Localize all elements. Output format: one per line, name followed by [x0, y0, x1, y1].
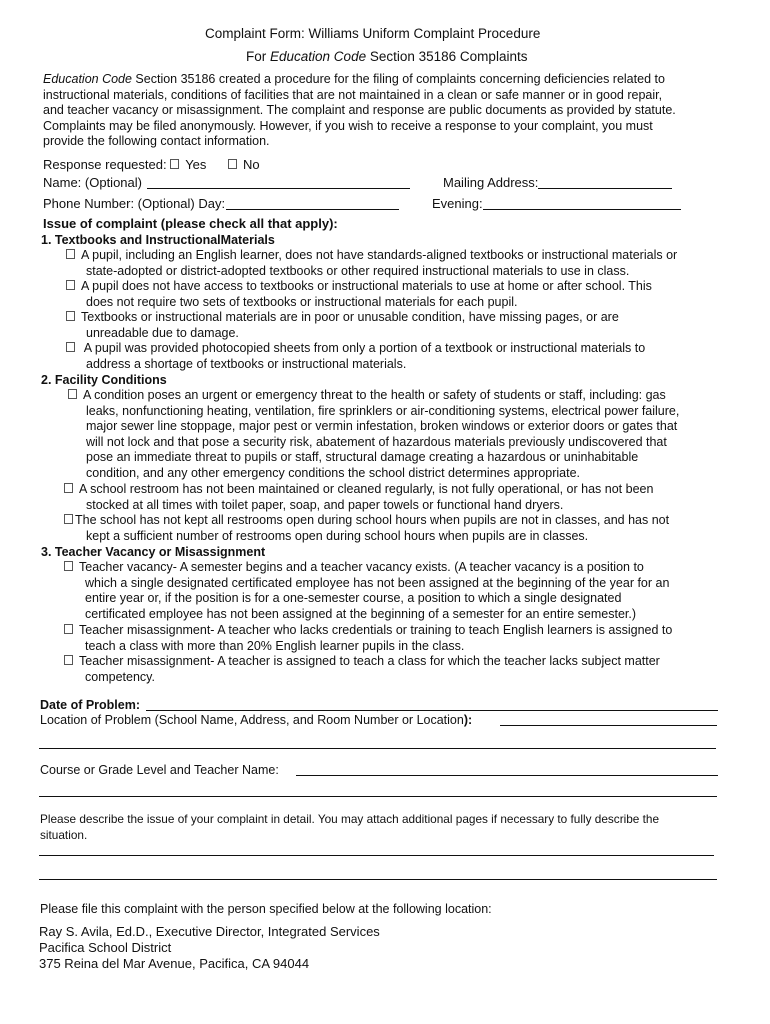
issue-checkbox[interactable]	[68, 389, 77, 399]
form-title: Complaint Form: Williams Uniform Complaint Procedure	[205, 26, 541, 41]
issue-checkbox[interactable]	[66, 311, 75, 321]
phone-day-label: Phone Number: (Optional) Day:	[43, 196, 226, 211]
issue-text: A school restroom has not been maintained or cleaned regularly, is not fully operational, or has not been	[79, 482, 654, 496]
issue-text: Teacher misassignment- A teacher is assigned to teach a class for which the teacher lacks subject matter	[79, 654, 660, 668]
issue-text: which a single designated certificated employee has not been assigned at the beginning of the year for an	[85, 575, 670, 590]
date-of-problem-label: Date of Problem:	[40, 698, 141, 712]
phone-evening-field[interactable]	[483, 209, 681, 210]
intro-line: provide the following contact information.	[43, 134, 270, 149]
issue-checkbox[interactable]	[66, 342, 75, 352]
no-checkbox[interactable]	[228, 159, 237, 169]
issue-checkbox[interactable]	[64, 483, 73, 493]
phone-evening-label: Evening:	[432, 196, 483, 211]
course-teacher-label: Course or Grade Level and Teacher Name:	[40, 763, 279, 777]
issue-text: A pupil was provided photocopied sheets from only a portion of a textbook or instructional materials to	[81, 341, 646, 355]
issue-text: condition, and any other emergency conditions the school district determines appropriate.	[86, 465, 581, 480]
mailing-address-label: Mailing Address:	[443, 175, 539, 190]
filing-address: 375 Reina del Mar Avenue, Pacifica, CA 94044	[39, 956, 310, 971]
intro-paragraph	[43, 72, 676, 150]
issue-text: Textbooks or instructional materials are in poor or unusable condition, have missing pages, or are	[81, 310, 619, 324]
issue-text: address a shortage of textbooks or instructional materials.	[86, 356, 407, 371]
issue-item	[64, 560, 669, 622]
course-teacher-field-line-2[interactable]	[39, 796, 717, 797]
yes-label: Yes	[185, 157, 207, 172]
describe-line: situation.	[40, 827, 88, 842]
issue-checkbox[interactable]	[64, 624, 73, 634]
issue-checkbox[interactable]	[66, 249, 75, 259]
response-label: Response requested:	[43, 157, 171, 172]
mailing-address-field[interactable]	[538, 188, 672, 189]
intro-line: Section 35186 created a procedure for the filing of complaints concerning deficiencies related to	[131, 72, 665, 86]
issue-item	[68, 388, 679, 482]
issue-checkbox[interactable]	[64, 561, 73, 571]
issue-checkbox[interactable]	[64, 514, 73, 524]
issue-item	[66, 279, 652, 310]
filing-contact-name: Ray S. Avila, Ed.D., Executive Director, Integrated Services	[39, 924, 380, 939]
issue-text: Teacher vacancy- A semester begins and a teacher vacancy exists. (A teacher vacancy is a position to	[79, 560, 644, 574]
issue-text: The school has not kept all restrooms open during school hours when pupils are not in classes, and has not	[75, 513, 670, 527]
issue-item	[64, 623, 672, 654]
issue-text: state-adopted or district-adopted textbooks or other required instructional materials to use in class.	[86, 263, 630, 278]
issue-text: does not require two sets of textbooks or instructional materials for each pupil.	[86, 294, 518, 309]
issue-text: A pupil, including an English learner, does not have standards-aligned textbooks or instructional materials or	[81, 248, 678, 262]
filing-org: Pacifica School District	[39, 940, 172, 955]
issue-text: competency.	[85, 669, 155, 684]
describe-field-line-2[interactable]	[39, 879, 717, 880]
issue-item	[66, 310, 619, 341]
section-title-teacher: 3. Teacher Vacancy or Misassignment	[41, 545, 266, 559]
location-label	[40, 713, 472, 727]
phone-day-field[interactable]	[226, 209, 399, 210]
no-label: No	[243, 157, 260, 172]
location-field-line-2[interactable]	[39, 748, 716, 749]
section-title-textbooks: 1. Textbooks and InstructionalMaterials	[41, 233, 275, 247]
issue-text: entire year or, if the position is for a one-semester course, a position to which a single designated	[85, 591, 622, 606]
issue-text: unreadable due to damage.	[86, 325, 239, 340]
name-field[interactable]	[147, 188, 410, 189]
course-teacher-field[interactable]	[296, 775, 718, 776]
location-field[interactable]	[500, 725, 717, 726]
issue-text: leaks, nonfunctioning heating, ventilation, fire sprinklers or air-conditioning systems, electrical power failure,	[86, 403, 680, 418]
issue-text: major sewer line stoppage, major pest or vermin infestation, broken windows or exterior doors or gates that	[86, 419, 678, 434]
describe-field-line-1[interactable]	[39, 855, 714, 856]
issue-text: certificated employee has not been assigned at the beginning of a semester for an entire semester.)	[85, 606, 637, 621]
issue-item	[66, 248, 677, 279]
intro-line: and teacher vacancy or misassignment. The complaint and response are public documents as provided by statute.	[43, 103, 676, 118]
date-of-problem-field[interactable]	[146, 710, 718, 711]
intro-line: instructional materials, conditions of facilities that are not maintained in a clean or safe manner or in good repair,	[43, 87, 663, 102]
location-label-text: Location of Problem (School Name, Address, and Room Number or Location	[40, 713, 464, 727]
form-subtitle	[246, 49, 527, 64]
issues-heading: Issue of complaint (please check all that apply):	[43, 216, 338, 231]
location-label-suffix: ):	[463, 713, 473, 727]
subtitle-code: Education Code	[270, 49, 367, 64]
subtitle-suffix: Section 35186 Complaints	[369, 49, 528, 64]
issue-text: stocked at all times with toilet paper, soap, and paper towels or functional hand dryers.	[86, 497, 564, 512]
describe-instructions	[40, 812, 659, 843]
intro-line: Complaints may be filed anonymously. However, if you wish to receive a response to your complaint, you must	[43, 118, 653, 133]
filing-instruction: Please file this complaint with the person specified below at the following location:	[40, 902, 492, 916]
issue-text: Teacher misassignment- A teacher who lacks credentials or training to teach English learners is assigned to	[79, 623, 673, 637]
issue-text: A pupil does not have access to textbooks or instructional materials to use at home or after school. This	[81, 279, 652, 293]
section-title-facility: 2. Facility Conditions	[41, 373, 167, 387]
issue-text: will not lock and that pose a security risk, abatement of hazardous materials previously undiscovered that	[86, 434, 667, 449]
response-requested	[43, 157, 260, 172]
issue-item	[64, 513, 669, 544]
subtitle-prefix: For	[246, 49, 267, 64]
issue-text: kept a sufficient number of restrooms open during school hours when pupils are in classes.	[86, 528, 589, 543]
issue-text: A condition poses an urgent or emergency threat to the health or safety of students or staff, including: gas	[83, 388, 666, 402]
issue-text: teach a class with more than 20% English learner pupils in the class.	[85, 638, 465, 653]
issue-item	[64, 482, 653, 513]
intro-code: Education Code	[43, 72, 132, 86]
yes-checkbox[interactable]	[170, 159, 179, 169]
describe-line: Please describe the issue of your complaint in detail. You may attach additional pages if necessary to fully describe the	[40, 812, 660, 826]
issue-item	[66, 341, 645, 372]
issue-text: pose an immediate threat to pupils or staff, structural damage creating a hazardous or uninhabitable	[86, 450, 639, 465]
name-label: Name: (Optional)	[43, 175, 142, 190]
issue-checkbox[interactable]	[66, 280, 75, 290]
issue-item	[64, 654, 660, 685]
issue-checkbox[interactable]	[64, 655, 73, 665]
